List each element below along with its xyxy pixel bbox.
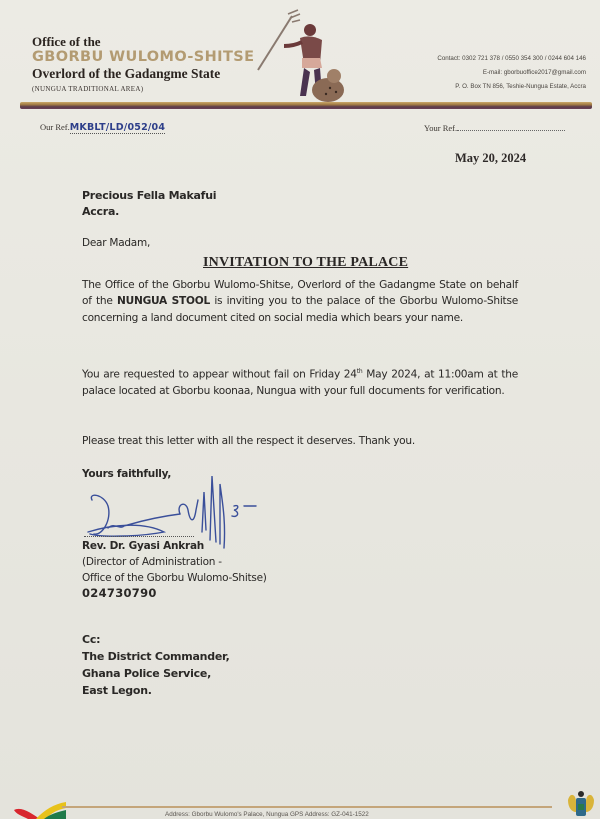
letterhead-contact-block xyxy=(437,52,586,94)
signer-phone: 024730790 xyxy=(82,586,157,601)
letterhead-po-box: P. O. Box TN 856, Teshie-Nungua Estate, Accra xyxy=(455,83,586,90)
cc-label: Cc: xyxy=(82,633,101,646)
recipient-city: Accra. xyxy=(82,205,120,218)
paragraph-text: You are requested to appear without fail on Friday 24 xyxy=(82,368,357,381)
footer-divider xyxy=(62,806,552,808)
recipient-block xyxy=(82,188,518,220)
your-ref-label: Your Ref. xyxy=(424,123,458,133)
closing: Yours faithfully, xyxy=(82,468,172,480)
paragraph-text: May 2024, at 11:00am at the palace located at Gborbu koonaa, Nungua with your full documents for verification. xyxy=(82,368,518,397)
letterhead-name: GBORBU WULOMO-SHITSE xyxy=(32,49,255,65)
cc-line2: Ghana Police Service, xyxy=(82,667,211,680)
letterhead-contact: Contact: 0302 721 378 / 0550 354 300 / 0244 604 146 xyxy=(437,55,586,62)
signature-line xyxy=(84,536,194,537)
nungua-stool-emphasis: NUNGUA STOOL xyxy=(117,295,211,308)
paragraph-text: is inviting you to the palace of the Gborbu Wulomo-Shitse concerning a land document cited on social media which bears your name. xyxy=(82,295,518,324)
signer-title-line2: Office of the Gborbu Wulomo-Shitse) xyxy=(82,571,267,584)
signer-name: Rev. Dr. Gyasi Ankrah xyxy=(82,540,205,552)
letterhead-title-block xyxy=(32,34,254,95)
paragraph-respect: Please treat this letter with all the respect it deserves. Thank you. xyxy=(82,435,415,447)
ghana-coat-of-arms-icon xyxy=(566,788,596,819)
letterhead-overlord: Overlord of the Gadangme State xyxy=(32,66,221,81)
salutation: Dear Madam, xyxy=(82,237,151,249)
footer-address: Address: Gborbu Wulomo's Palace, Nungua GPS Address: GZ-041-1522 xyxy=(165,811,369,818)
letterhead-office-of: Office of the xyxy=(32,34,101,49)
traditional-warrior-emblem-icon xyxy=(248,6,348,106)
paragraph-appointment xyxy=(82,364,518,399)
cc-line1: The District Commander, xyxy=(82,650,230,663)
letter-date: May 20, 2024 xyxy=(455,151,527,165)
letterhead-email: E-mail: gborbuoffice2017@gmail.com xyxy=(482,69,586,76)
our-ref-value: MKBLT/LD/052/04 xyxy=(69,122,166,133)
cc-block xyxy=(82,631,518,699)
paragraph-text: The Office of the Gborbu Wulomo-Shitse, Overlord of the Gadangme State on behalf of the xyxy=(82,279,518,308)
recipient-name: Precious Fella Makafui xyxy=(82,189,217,202)
cc-line3: East Legon. xyxy=(82,684,152,697)
letter-title: INVITATION TO THE PALACE xyxy=(203,255,409,270)
paragraph-invitation xyxy=(82,277,518,326)
ghana-flag-swoosh-icon xyxy=(10,800,66,819)
letterhead-divider-band xyxy=(20,102,592,109)
our-ref xyxy=(40,122,165,133)
our-ref-label: Our Ref. xyxy=(40,122,70,132)
ordinal-suffix: th xyxy=(356,368,363,375)
your-ref-blank xyxy=(457,122,565,131)
signer-block xyxy=(82,539,518,602)
your-ref xyxy=(424,122,565,133)
letterhead-area: (NUNGUA TRADITIONAL AREA) xyxy=(32,85,144,93)
signer-title-line1: (Director of Administration - xyxy=(82,555,222,568)
